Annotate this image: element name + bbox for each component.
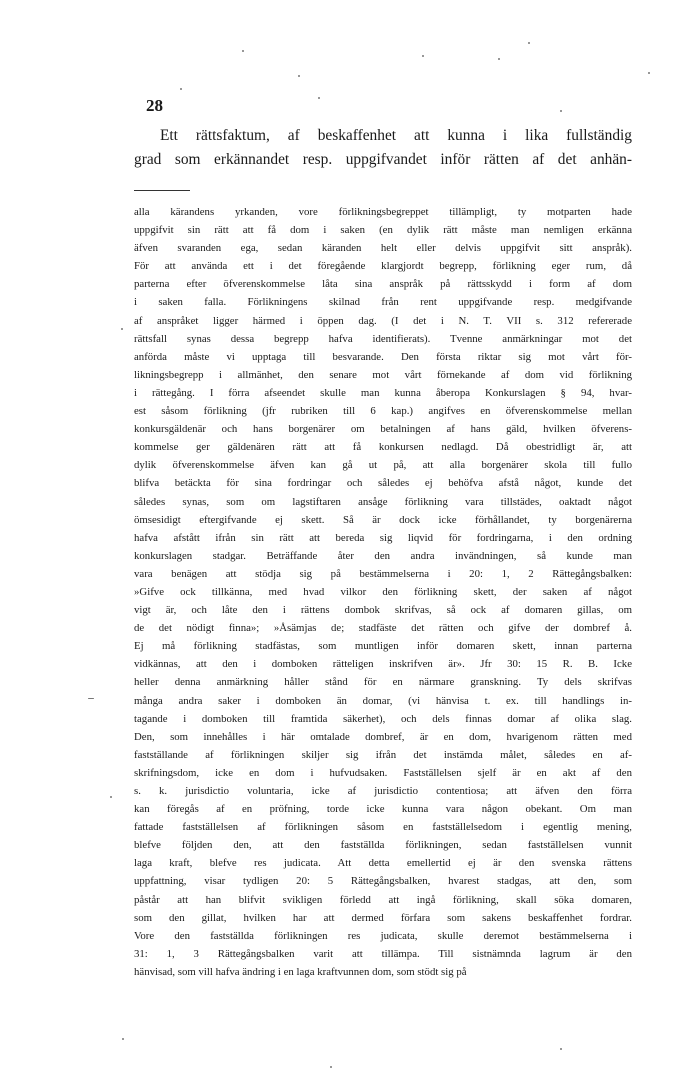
footnote-line: fastställande af förlikningen skiljer sig ifrån det instämda målet, således en af- — [134, 748, 632, 761]
footnote-line: fattade fastställelsen af förlikningen såsom en fastställelsedom i egentlig mening, — [134, 821, 632, 834]
footnote-line: dylik öfverenskommelse äfven kan gå ut på, att alla borgenärer skola till fullo — [134, 459, 632, 472]
footnote-line: vidkännas, att den i domboken rätteligen inskrifven är». Jfr 30: 15 R. B. Icke — [134, 658, 632, 671]
footnote-line: uppgifvit sin rätt att få dom i saken (en dylik rätt måste man nemligen erkänna — [134, 224, 632, 237]
footnote-line: anförda måste vi upptaga till besvarande. Den första riktar sig mot vårt för- — [134, 350, 632, 363]
footnote-line: kommelse ger gäldenären rätt att få konkursen nedlagd. Då obestridligt är, att — [134, 441, 632, 454]
footnote-line: skrifningsdom, icke en dom i hufvudsaken. Fastställelsen sjelf är en akt af den — [134, 766, 632, 779]
footnote-line: est såsom förlikning (jfr rubriken till 6 kap.) angifves en öfverenskommelse mellan — [134, 405, 632, 418]
footnote-line: således synas, som om lagstiftaren ansåge förlikning vara tillstädes, oaktadt något — [134, 495, 632, 508]
body-line: grad som erkännandet resp. uppgifvandet inför rätten af det anhän- — [134, 151, 632, 168]
footnote-line: likningsbegrepp i allmänhet, den senare mot vårt förnekande af dom vid förlikning — [134, 368, 632, 381]
footnote-line: de det nödigt finna»; »Åsämjas de; stadfäste det rätten och gifve der dombref å. — [134, 622, 632, 635]
footnote-line: Den, som innehålles i här omtalade dombref, är en dom, hvarigenom rätten med — [134, 730, 632, 743]
body-text — [134, 124, 632, 172]
footnote-line: heller denna anmärkning håller stånd för en närmare granskning. Ty dels skrifvas — [134, 676, 632, 689]
footnote-line: vigt är, och låte den i rättens dombok skrifvas, så ock af domaren gillas, om — [134, 604, 632, 617]
footnote-line: i saken falla. Förlikningens skilnad från rent uppgifvande resp. medgifvande — [134, 296, 632, 309]
footnote-line: Ej må förlikning stadfästas, som muntligen inför domaren skett, innan parterna — [134, 640, 632, 653]
footnote-line: blefve följden den, att den fastställda förlikningen, sedan fastställelsen vunnit — [134, 839, 632, 852]
footnote-line: För att använda ett i det föregående klargjordt begrepp, förlikning eger rum, då — [134, 260, 632, 273]
footnote-line: hafva afstått ifrån sin rätt att bereda sig liqvid för fordringarna, i den ordning — [134, 531, 632, 544]
footnote-line: af anspråket ligger härmed i öppen dag. (I det i N. T. VII s. 312 refererade — [134, 314, 632, 327]
page-number: 28 — [146, 96, 163, 115]
footnote-line: uppfattning, visar tydligen 20: 5 Rättegångsbalken, hvarest stadgas, att den, som — [134, 875, 632, 888]
footnote-line: många andra saker i domboken än domar, (vi hänvisa t. ex. till handlings in- — [134, 694, 632, 707]
footnote-separator — [134, 190, 190, 191]
footnote-line: tagande i domboken till framtida säkerhet), och dels finnas domar af olika slag. — [134, 712, 632, 725]
footnote-line: äfven svaranden ega, sedan käranden helt eller delvis uppgifvit sitt anspråk). — [134, 242, 632, 255]
footnote-line: 31: 1, 3 Rättegångsbalken varit att tillämpa. Till sistnämnda lagrum är den — [134, 947, 632, 960]
footnote-line: laga kraft, blefve res judicata. Att detta emellertid ej är den svenska rättens — [134, 857, 632, 870]
footnote-line: ömsesidigt eftergifvande ej skett. Så är dock icke förhållandet, ty borgenärerna — [134, 513, 632, 526]
footnote-line: hänvisad, som vill hafva ändring i en laga kraftvunnen dom, som stödt sig på — [134, 965, 467, 978]
footnote-line: blifva betäckta för sina fordringar och således ej behöfva afstå något, kunde det — [134, 477, 632, 490]
footnote — [134, 203, 632, 981]
footnote-line: s. k. jurisdictio voluntaria, icke af jurisdictio contentiosa; att äfven den förra — [134, 785, 632, 797]
footnote-line: rättsfall synas dessa begrepp hafva identifierats). Tvenne anmärkningar mot det — [134, 332, 632, 345]
footnote-line: i rättegång. I förra afseendet skulle man kunna åberopa Konkurslagen § 94, hvar- — [134, 386, 632, 399]
footnote-line: parterna efter öfverenskommelse låta sina anspråk på rättsskydd i form af dom — [134, 278, 632, 291]
footnote-line: påstår att han blifvit svikligen förledd att ingå förlikning, skall söka domaren, — [134, 893, 632, 906]
footnote-line: alla kärandens yrkanden, vore förlikningsbegreppet tillämpligt, ty motparten hade — [134, 206, 632, 218]
footnote-line: vara benägen att stödja sig på bestämmelserna i 20: 1, 2 Rättegångsbalken: — [134, 567, 632, 580]
footnote-line: »Gifve ock tillkänna, med hvad vilkor den förlikning skett, der saken af något — [134, 585, 632, 598]
footnote-line: som den gillat, hvilken har att dermed förfara som sakens beskaffenhet fordrar. — [134, 911, 632, 924]
footnote-line: kan föregås af en pröfning, torde icke kunna vara någon obekant. Om man — [134, 803, 632, 816]
footnote-line: konkursgäldenär och hans borgenärer om betalningen af hans gäld, hvilken öfverens- — [134, 423, 632, 436]
body-line: Ett rättsfaktum, af beskaffenhet att kunna i lika fullständig — [160, 127, 632, 144]
footnote-line: Vore den fastställda förlikningen res judicata, skulle deremot bestämmelserna i — [134, 929, 632, 942]
footnote-line: konkurslagen stadgar. Beträffande åter den andra invändningen, så kunde man — [134, 549, 632, 562]
